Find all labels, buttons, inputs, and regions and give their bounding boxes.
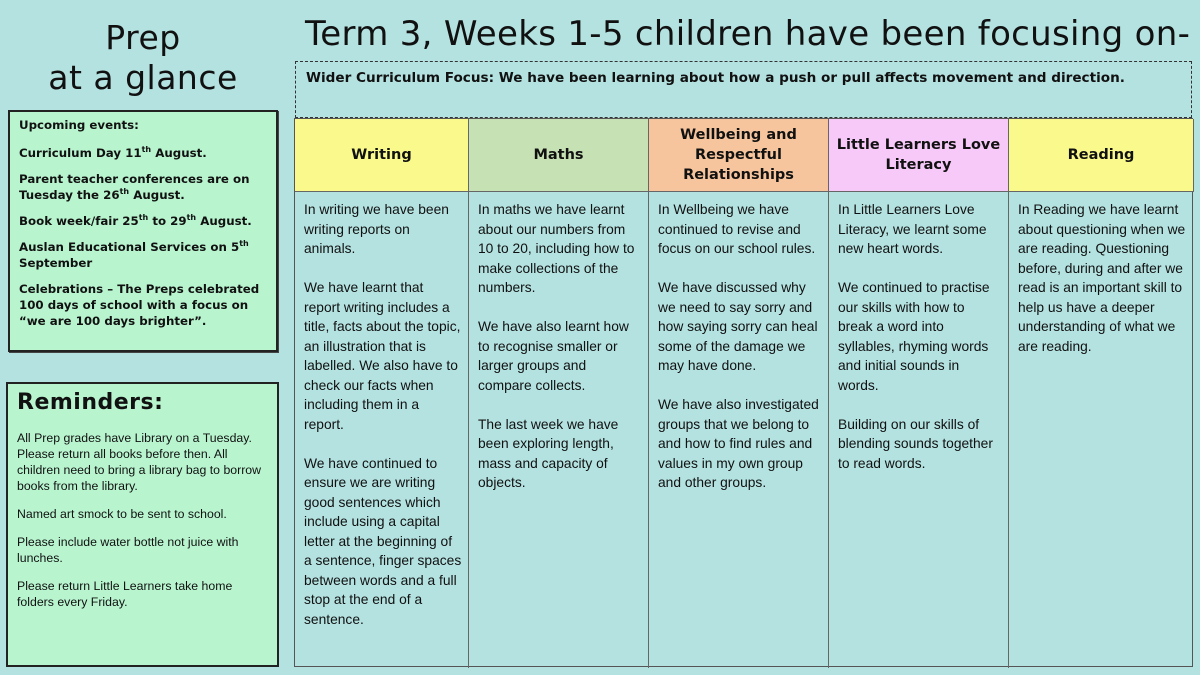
title-line-2: at a glance xyxy=(48,58,238,97)
title-line-1: Prep xyxy=(105,18,181,57)
body-paragraph: In writing we have been writing reports on animals. xyxy=(304,202,449,256)
body-paragraph: In Reading we have learnt about questioning when we are reading. Questioning before, during and after we read is an important skill to help us have a deeper understanding of what we are reading. xyxy=(1018,202,1186,354)
page-title: Term 3, Weeks 1-5 children have been focusing on- xyxy=(305,14,1191,54)
reminders-heading: Reminders: xyxy=(17,390,164,415)
body-paragraph: In maths we have learnt about our numbers from 10 to 20, including how to make collections of the numbers. xyxy=(478,202,635,295)
column-body-wellbeing xyxy=(649,192,829,668)
event-item: Auslan Educational Services on 5th September xyxy=(19,239,249,270)
column-header-writing: Writing xyxy=(295,119,469,192)
body-paragraph: Building on our skills of blending sounds together to read words. xyxy=(838,416,993,471)
body-paragraph: We have continued to ensure we are writing good sentences which include using a capital letter at the beginning of a sentence, finger spaces between words and a full stop at the end of a sentence. xyxy=(304,455,462,627)
column-body-maths xyxy=(469,192,649,668)
reminder-item: Please include water bottle not juice with lunches. xyxy=(17,535,239,565)
column-header-little-learners: Little Learners Love Literacy xyxy=(829,119,1009,192)
column-body-little-learners xyxy=(829,192,1009,668)
column-header-maths: Maths xyxy=(469,119,649,192)
reminder-item: Please return Little Learners take home folders every Friday. xyxy=(17,579,233,609)
column-header-wellbeing: Wellbeing and Respectful Relationships xyxy=(649,119,829,192)
upcoming-events-panel xyxy=(8,110,278,352)
body-paragraph: We have discussed why we need to say sorry and how saying sorry can heal some of the damage we may have done. xyxy=(658,280,818,373)
body-paragraph: In Little Learners Love Literacy, we learnt some new heart words. xyxy=(838,202,987,256)
body-paragraph: We have also investigated groups that we belong to and how to find rules and values in my own group and other groups. xyxy=(658,397,819,490)
body-paragraph: We have learnt that report writing includes a title, facts about the topic, an illustration that is labelled. We also have to check our facts when including them in a report. xyxy=(304,280,461,432)
event-item: Book week/fair 25th to 29th August. xyxy=(19,213,252,228)
body-paragraph: We continued to practise our skills with how to break a word into syllables, rhyming words and initial sounds in words. xyxy=(838,280,990,393)
body-paragraph: The last week we have been exploring length, mass and capacity of objects. xyxy=(478,416,619,490)
reminders-panel xyxy=(6,382,279,667)
event-item: Celebrations – The Preps celebrated 100 days of school with a focus on “we are 100 days brighter”. xyxy=(19,282,260,328)
column-header-reading: Reading xyxy=(1009,119,1194,192)
body-paragraph: In Wellbeing we have continued to revise and focus on our school rules. xyxy=(658,202,816,256)
curriculum-table xyxy=(294,118,1193,667)
column-body-writing xyxy=(295,192,469,668)
upcoming-events-heading: Upcoming events: xyxy=(19,118,139,132)
event-item: Parent teacher conferences are on Tuesday the 26th August. xyxy=(19,172,250,202)
body-paragraph: We have also learnt how to recognise smaller or larger groups and compare collects. xyxy=(478,319,629,393)
wider-curriculum-focus: Wider Curriculum Focus: We have been learning about how a push or pull affects movement and direction. xyxy=(295,61,1192,118)
reminder-item: All Prep grades have Library on a Tuesday. Please return all books before then. All children need to bring a library bag to borrow books from the library. xyxy=(17,431,262,493)
event-item: Curriculum Day 11th August. xyxy=(19,145,207,160)
reminder-item: Named art smock to be sent to school. xyxy=(17,507,227,521)
column-body-reading xyxy=(1009,192,1194,668)
prep-at-a-glance-title xyxy=(28,18,258,98)
